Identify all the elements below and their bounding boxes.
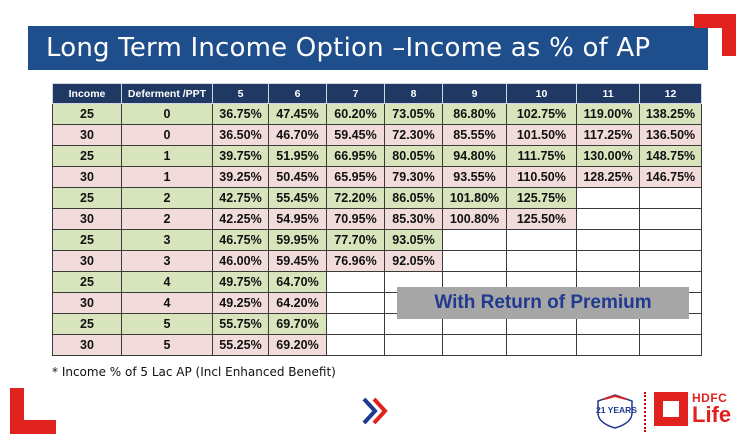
empty-cell: [577, 188, 640, 209]
empty-cell: [327, 335, 385, 356]
percentage-cell: 85.55%: [443, 125, 507, 146]
percentage-cell: 76.96%: [327, 251, 385, 272]
percentage-cell: 36.50%: [213, 125, 269, 146]
empty-cell: [443, 251, 507, 272]
percentage-cell: 65.95%: [327, 167, 385, 188]
percentage-cell: 55.45%: [269, 188, 327, 209]
empty-cell: [640, 188, 702, 209]
table-row: [53, 230, 702, 251]
percentage-cell: 117.25%: [577, 125, 640, 146]
percentage-cell: 86.05%: [385, 188, 443, 209]
percentage-cell: 92.05%: [385, 251, 443, 272]
hdfc-logo-mark-icon: [654, 392, 688, 426]
percentage-cell: 136.50%: [640, 125, 702, 146]
deferment-cell: 3: [122, 251, 213, 272]
percentage-cell: 101.80%: [443, 188, 507, 209]
table-row: [53, 251, 702, 272]
percentage-cell: 125.50%: [507, 209, 577, 230]
income-cell: 25: [53, 146, 122, 167]
percentage-cell: 64.20%: [269, 293, 327, 314]
percentage-cell: 93.55%: [443, 167, 507, 188]
table-row: [53, 335, 702, 356]
empty-cell: [640, 335, 702, 356]
deferment-cell: 5: [122, 314, 213, 335]
percentage-cell: 42.75%: [213, 188, 269, 209]
percentage-cell: 59.45%: [327, 125, 385, 146]
empty-cell: [640, 209, 702, 230]
percentage-cell: 42.25%: [213, 209, 269, 230]
percentage-cell: 49.25%: [213, 293, 269, 314]
percentage-cell: 55.75%: [213, 314, 269, 335]
percentage-cell: 100.80%: [443, 209, 507, 230]
corner-bracket-top-right: [694, 14, 736, 56]
percentage-cell: 93.05%: [385, 230, 443, 251]
column-header: 12: [640, 84, 702, 104]
empty-cell: [443, 230, 507, 251]
column-header: Deferment /PPT: [122, 84, 213, 104]
percentage-cell: 66.95%: [327, 146, 385, 167]
column-header: 11: [577, 84, 640, 104]
empty-cell: [577, 209, 640, 230]
percentage-cell: 94.80%: [443, 146, 507, 167]
percentage-cell: 101.50%: [507, 125, 577, 146]
table-row: [53, 167, 702, 188]
empty-cell: [640, 251, 702, 272]
empty-cell: [385, 335, 443, 356]
deferment-cell: 4: [122, 293, 213, 314]
percentage-cell: 46.70%: [269, 125, 327, 146]
percentage-cell: 111.75%: [507, 146, 577, 167]
percentage-cell: 102.75%: [507, 104, 577, 125]
empty-cell: [327, 314, 385, 335]
empty-cell: [507, 251, 577, 272]
deferment-cell: 2: [122, 188, 213, 209]
column-header: 10: [507, 84, 577, 104]
percentage-cell: 69.70%: [269, 314, 327, 335]
percentage-cell: 54.95%: [269, 209, 327, 230]
deferment-cell: 0: [122, 104, 213, 125]
return-of-premium-banner: With Return of Premium: [397, 287, 689, 319]
percentage-cell: 119.00%: [577, 104, 640, 125]
table-row: [53, 188, 702, 209]
percentage-cell: 69.20%: [269, 335, 327, 356]
income-cell: 30: [53, 167, 122, 188]
deferment-cell: 3: [122, 230, 213, 251]
percentage-cell: 148.75%: [640, 146, 702, 167]
deferment-cell: 5: [122, 335, 213, 356]
percentage-cell: 77.70%: [327, 230, 385, 251]
percentage-cell: 47.45%: [269, 104, 327, 125]
income-cell: 25: [53, 188, 122, 209]
logo-divider: [644, 392, 646, 432]
percentage-cell: 146.75%: [640, 167, 702, 188]
column-header: Income: [53, 84, 122, 104]
empty-cell: [507, 335, 577, 356]
table-row: [53, 209, 702, 230]
deferment-cell: 4: [122, 272, 213, 293]
empty-cell: [577, 335, 640, 356]
percentage-cell: 130.00%: [577, 146, 640, 167]
percentage-cell: 46.00%: [213, 251, 269, 272]
percentage-cell: 50.45%: [269, 167, 327, 188]
column-header: 9: [443, 84, 507, 104]
percentage-cell: 59.45%: [269, 251, 327, 272]
empty-cell: [327, 293, 385, 314]
slide-title: Long Term Income Option –Income as % of AP: [28, 26, 708, 70]
percentage-cell: 36.75%: [213, 104, 269, 125]
income-cell: 25: [53, 314, 122, 335]
next-slide-button[interactable]: [360, 396, 392, 426]
column-header: 8: [385, 84, 443, 104]
percentage-cell: 125.75%: [507, 188, 577, 209]
percentage-cell: 46.75%: [213, 230, 269, 251]
column-header: 7: [327, 84, 385, 104]
percentage-cell: 51.95%: [269, 146, 327, 167]
deferment-cell: 1: [122, 146, 213, 167]
income-cell: 25: [53, 104, 122, 125]
percentage-cell: 79.30%: [385, 167, 443, 188]
empty-cell: [577, 230, 640, 251]
percentage-cell: 85.30%: [385, 209, 443, 230]
income-cell: 25: [53, 272, 122, 293]
percentage-cell: 80.05%: [385, 146, 443, 167]
percentage-cell: 72.20%: [327, 188, 385, 209]
empty-cell: [327, 272, 385, 293]
table-row: [53, 104, 702, 125]
income-cell: 30: [53, 209, 122, 230]
deferment-cell: 0: [122, 125, 213, 146]
anniversary-badge-label: 21 YEARS: [596, 405, 637, 415]
table-header-row: [53, 84, 702, 104]
footnote: * Income % of 5 Lac AP (Incl Enhanced Benefit): [52, 365, 336, 379]
percentage-cell: 86.80%: [443, 104, 507, 125]
percentage-cell: 49.75%: [213, 272, 269, 293]
empty-cell: [577, 251, 640, 272]
income-cell: 30: [53, 125, 122, 146]
column-header: 6: [269, 84, 327, 104]
percentage-cell: 55.25%: [213, 335, 269, 356]
double-chevron-right-icon: [360, 396, 392, 426]
column-header: 5: [213, 84, 269, 104]
logo-text-life: Life: [692, 402, 732, 427]
empty-cell: [507, 230, 577, 251]
table-row: [53, 146, 702, 167]
corner-bracket-bottom-left: [10, 388, 56, 434]
income-cell: 30: [53, 251, 122, 272]
percentage-cell: 72.30%: [385, 125, 443, 146]
percentage-cell: 64.70%: [269, 272, 327, 293]
percentage-cell: 138.25%: [640, 104, 702, 125]
empty-cell: [640, 230, 702, 251]
percentage-cell: 73.05%: [385, 104, 443, 125]
income-cell: 30: [53, 293, 122, 314]
empty-cell: [443, 335, 507, 356]
deferment-cell: 1: [122, 167, 213, 188]
percentage-cell: 39.75%: [213, 146, 269, 167]
income-cell: 25: [53, 230, 122, 251]
percentage-cell: 110.50%: [507, 167, 577, 188]
income-cell: 30: [53, 335, 122, 356]
deferment-cell: 2: [122, 209, 213, 230]
percentage-cell: 70.95%: [327, 209, 385, 230]
table-row: [53, 125, 702, 146]
percentage-cell: 128.25%: [577, 167, 640, 188]
percentage-cell: 60.20%: [327, 104, 385, 125]
percentage-cell: 39.25%: [213, 167, 269, 188]
logo-text-hdfc: HDFC: [692, 391, 728, 405]
percentage-cell: 59.95%: [269, 230, 327, 251]
